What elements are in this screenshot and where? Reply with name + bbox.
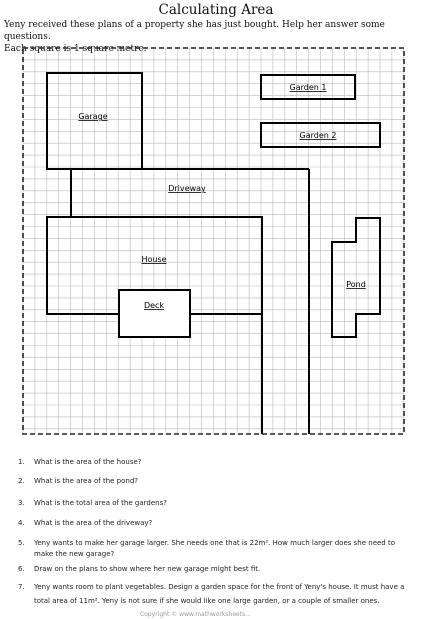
intro-line-2: Each square is 1 square metre. bbox=[4, 44, 147, 54]
deck-label: Deck bbox=[143, 301, 165, 310]
question-number: 6. bbox=[18, 565, 25, 573]
page-title: Calculating Area bbox=[158, 2, 274, 18]
footer-copyright: Copyright © www.mathworksheets... bbox=[140, 611, 251, 618]
question-text: Yeny wants room to plant vegetables. Design a garden space for the front of Yeny's house. It must have a bbox=[34, 583, 405, 591]
question-number: 4. bbox=[18, 519, 25, 527]
garden1-label: Garden 1 bbox=[289, 83, 327, 92]
garden2-label: Garden 2 bbox=[299, 131, 337, 140]
question-text: Draw on the plans to show where her new garage might best fit. bbox=[34, 565, 261, 573]
house-label: House bbox=[141, 255, 167, 264]
question-text: What is the area of the driveway? bbox=[34, 519, 153, 527]
question-number: 3. bbox=[18, 499, 25, 507]
question-text: What is the area of the pond? bbox=[34, 477, 138, 485]
garage-label: Garage bbox=[78, 112, 108, 121]
question-text: What is the area of the house? bbox=[34, 458, 142, 466]
question-text: What is the total area of the gardens? bbox=[34, 499, 167, 507]
question-number: 2. bbox=[18, 477, 25, 485]
question-number: 1. bbox=[18, 458, 25, 466]
question-number: 5. bbox=[18, 539, 25, 547]
question-text-cont: make the new garage? bbox=[34, 550, 115, 558]
driveway-label: Driveway bbox=[168, 184, 206, 193]
question-number: 7. bbox=[18, 583, 25, 591]
question-text-cont: total area of 11m². Yeny is not sure if she would like one large garden, or a couple of smaller ones. bbox=[34, 597, 380, 605]
question-text: Yeny wants to make her garage larger. She needs one that is 22m². How much larger does she need to bbox=[34, 539, 396, 547]
intro-line-1: Yeny received these plans of a property she has just bought. Help her answer some questions. bbox=[4, 20, 385, 42]
pond-label: Pond bbox=[346, 280, 366, 289]
